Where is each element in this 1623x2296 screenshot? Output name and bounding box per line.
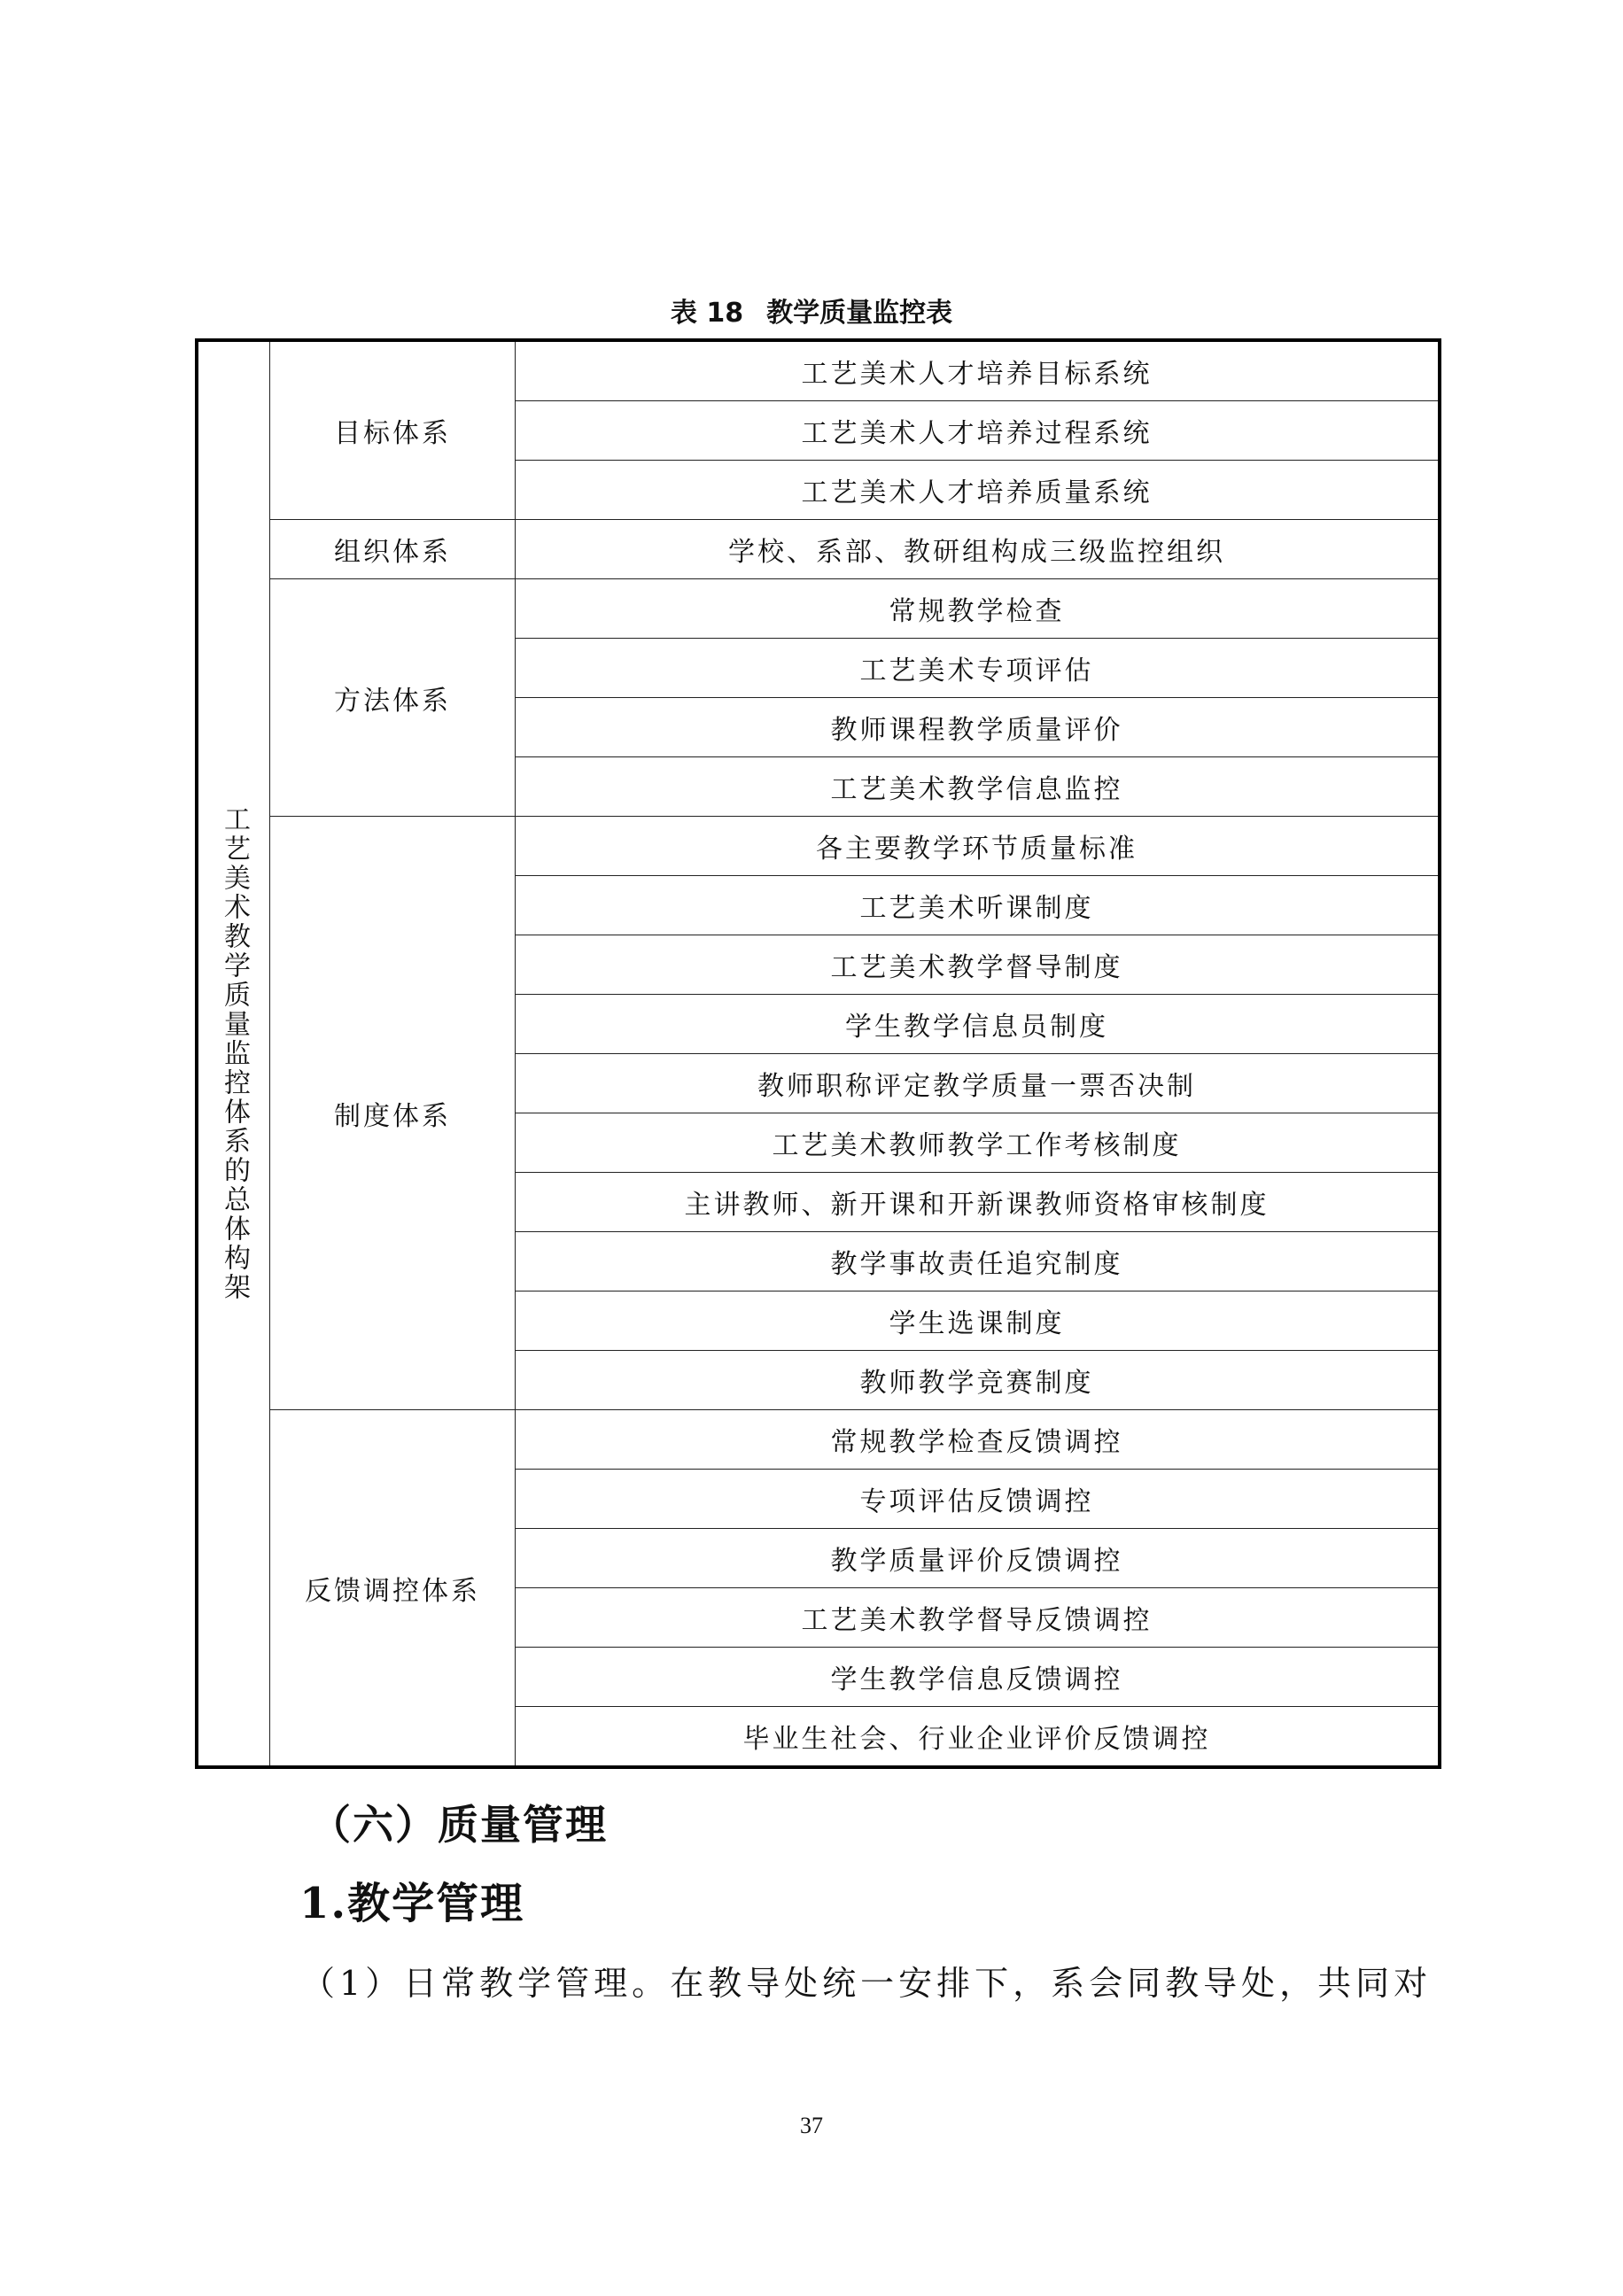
item-cell: 教师职称评定教学质量一票否决制 xyxy=(516,1054,1441,1113)
section-heading: （六）质量管理 xyxy=(310,1801,608,1849)
item-cell: 教学事故责任追究制度 xyxy=(516,1232,1441,1292)
item-cell: 教师课程教学质量评价 xyxy=(516,698,1441,757)
item-cell: 教师教学竞赛制度 xyxy=(516,1351,1441,1410)
item-cell: 常规教学检查反馈调控 xyxy=(516,1410,1441,1470)
item-cell: 学生教学信息反馈调控 xyxy=(516,1648,1441,1707)
system-name-cell: 反馈调控体系 xyxy=(270,1410,516,1768)
page-number: 37 xyxy=(800,2113,823,2138)
item-cell: 工艺美术人才培养目标系统 xyxy=(516,340,1441,401)
body-paragraph: （1）日常教学管理。在教导处统一安排下，系会同教导处，共同对 xyxy=(301,1964,1433,2003)
table-row xyxy=(197,1410,1440,1470)
vertical-title-cell: 工艺美术教学质量监控体系的总体构架 xyxy=(197,340,270,1767)
table-number: 表 18 xyxy=(670,298,744,329)
item-cell: 工艺美术专项评估 xyxy=(516,639,1441,698)
system-name-cell: 方法体系 xyxy=(270,579,516,817)
item-cell: 工艺美术人才培养过程系统 xyxy=(516,401,1441,461)
item-cell: 工艺美术教学督导反馈调控 xyxy=(516,1588,1441,1648)
item-cell: 工艺美术听课制度 xyxy=(516,876,1441,935)
item-cell: 工艺美术人才培养质量系统 xyxy=(516,461,1441,520)
item-cell: 各主要教学环节质量标准 xyxy=(516,817,1441,876)
item-cell: 专项评估反馈调控 xyxy=(516,1470,1441,1529)
table-row xyxy=(197,520,1440,579)
table-caption xyxy=(0,292,1623,335)
item-cell: 学校、系部、教研组构成三级监控组织 xyxy=(516,520,1441,579)
system-name-cell: 目标体系 xyxy=(270,340,516,520)
table-row xyxy=(197,579,1440,639)
table-title: 教学质量监控表 xyxy=(766,298,953,329)
item-cell: 教学质量评价反馈调控 xyxy=(516,1529,1441,1588)
system-name-cell: 组织体系 xyxy=(270,520,516,579)
item-cell: 主讲教师、新开课和开新课教师资格审核制度 xyxy=(516,1173,1441,1232)
system-name-cell: 制度体系 xyxy=(270,817,516,1410)
item-cell: 工艺美术教学督导制度 xyxy=(516,935,1441,995)
table-row xyxy=(197,340,1440,401)
table-row xyxy=(197,817,1440,876)
item-cell: 学生选课制度 xyxy=(516,1292,1441,1351)
item-cell: 毕业生社会、行业企业评价反馈调控 xyxy=(516,1707,1441,1768)
item-cell: 工艺美术教师教学工作考核制度 xyxy=(516,1113,1441,1173)
quality-monitoring-table xyxy=(195,338,1441,1769)
item-cell: 学生教学信息员制度 xyxy=(516,995,1441,1054)
sub-heading: 1.教学管理 xyxy=(299,1879,525,1928)
item-cell: 工艺美术教学信息监控 xyxy=(516,757,1441,817)
item-cell: 常规教学检查 xyxy=(516,579,1441,639)
